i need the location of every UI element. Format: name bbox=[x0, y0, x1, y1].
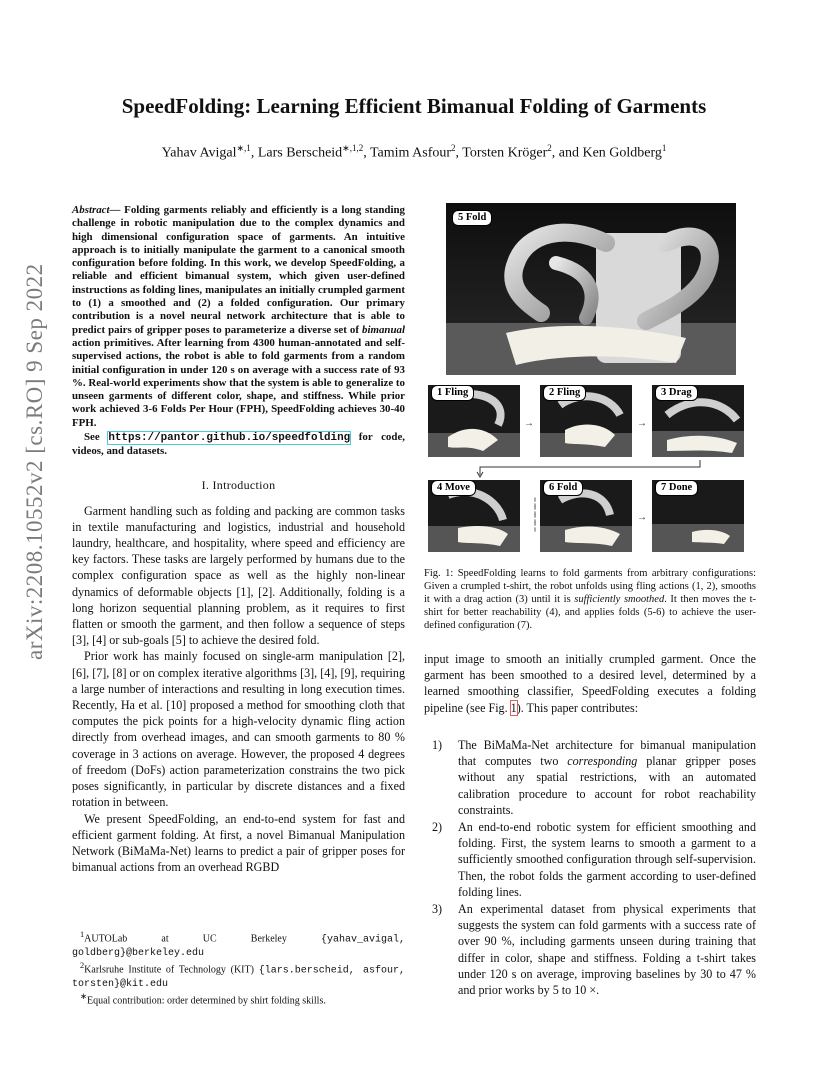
footnotes bbox=[72, 929, 405, 1008]
list-number: 1) bbox=[432, 738, 443, 752]
robot-folding-photo bbox=[446, 203, 736, 375]
list-number: 2) bbox=[432, 820, 443, 835]
author-name: Yahav Avigal bbox=[161, 145, 237, 161]
abstract-lead: Abstract bbox=[72, 204, 110, 216]
list-text: planar gripper poses without any spatial restrictions, with an automated calibration procedure to account for robot reachability constraints. bbox=[458, 754, 756, 817]
step-tag: 6 Fold bbox=[543, 480, 583, 496]
author-name: Lars Berscheid bbox=[257, 145, 343, 161]
author-name: Ken Goldberg bbox=[582, 145, 662, 161]
section-heading-introduction: I. Introduction bbox=[201, 477, 276, 492]
figure-thumb bbox=[652, 480, 744, 552]
abstract-italic: bimanual bbox=[362, 323, 405, 336]
paragraph: Garment handling such as folding and packing are common tasks in textile manufacturing and logistics, industrial and household laundry, healthcare, and hospitality, where speed and efficiency are key factors. These tasks are largely performed by humans due to the complex configuration space as well as the highly non-linear dynamics of deformable objects [1], [2]. Additionally, folding is a long horizon sequential planning problem, as it requires to first flatten or smooth the garment, and then follow a sequence of steps [3], [4] or sub-goals [5] to achieve the desired fold. bbox=[72, 503, 405, 648]
step-tag: 5 Fold bbox=[452, 210, 492, 226]
footnote-mark: 1 bbox=[80, 930, 85, 939]
paragraph-text: ). This paper contributes: bbox=[516, 700, 639, 715]
author-affiliation: 2 bbox=[451, 143, 456, 153]
author-affiliation: 2 bbox=[547, 143, 552, 153]
list-text: The BiMaMa-Net architecture for bimanual manipulation that computes two bbox=[458, 738, 756, 769]
figure-thumb bbox=[428, 480, 520, 552]
abstract-dash: — bbox=[109, 204, 125, 216]
footnote-text: Equal contribution: order determined by shirt folding skills. bbox=[86, 995, 326, 1007]
paragraph: We present SpeedFolding, an end-to-end system for fast and efficient garment folding. At first, a novel Bimanual Manipulation Network (BiMaMa-Net) learns to predict a pair of gripper poses for bimanual actions from an overhead RGBD bbox=[72, 811, 405, 875]
figure-caption bbox=[424, 567, 756, 632]
footnote-mark: 2 bbox=[80, 961, 85, 971]
paper-title: SpeedFolding: Learning Efficient Bimanual Folding of Garments bbox=[121, 94, 707, 118]
author-name: Tamim Asfour bbox=[369, 145, 452, 161]
arrow-icon: → bbox=[524, 418, 534, 429]
footnote-mark: ∗ bbox=[80, 992, 87, 1002]
list-item bbox=[432, 737, 756, 818]
caption-text: . It then moves the t-shirt for better reachability (4), and applies folds (5-6) to achieve the user-defined configuration (7). bbox=[424, 594, 757, 631]
author-name: Torsten Kröger bbox=[462, 145, 548, 161]
list-number: 3) bbox=[432, 902, 443, 917]
introduction-text bbox=[72, 503, 405, 876]
caption-text: Fig. 1: SpeedFolding learns to fold garments from arbitrary configurations: Given a crumpled t-shirt, the robot unfolds using fling actions (1, 2), smooths it with a drag action (3) until it is bbox=[424, 568, 756, 605]
figure-thumb bbox=[540, 480, 632, 552]
list-text: An end-to-end robotic system for efficient smoothing and folding. First, the system learns to smooth a garment to a sufficiently smoothed configuration through self-supervision. Then, the robot folds the garment according to user-defined folding lines. bbox=[458, 820, 756, 899]
footnote-email: {lars.berscheid, asfour, torsten}@kit.edu bbox=[72, 965, 405, 990]
arxiv-side-stamp: arXiv:2208.10552v2 [cs.RO] 9 Sep 2022 bbox=[22, 263, 47, 660]
abstract-text: Folding garments reliably and efficiently is a long standing challenge in robotic manipulation due to the complex dynamics and high dimensional configuration space of garments. An intuitive approach is to initially manipulate the garment to a canonical smooth configuration before folding. In this work, we develop SpeedFolding, a reliable and efficient bimanual system, which given user-defined instructions as folding lines, manipulates an initially crumpled garment to (1) a smoothed and (2) a folded configuration. Our primary contribution is a novel neural network architecture that is able to predict pairs of gripper poses to parameterize a diverse set of bbox=[72, 204, 405, 336]
row-connector-arrow bbox=[470, 458, 710, 478]
paragraph-text: input image to smooth an initially crumpled garment. Once the garment has been smoothed to a desired level, determined by a learned smoothing classifier, SpeedFolding executes a folding pipeline (see Fig. bbox=[424, 652, 756, 715]
list-text: An experimental dataset from physical experiments that suggests the system can fold garments with a success rate of over 90 %, including garments unseen during training that differ in color, shape and stiffness. Folding a t-shirt takes under 120 s on average, improving baselines by 30 to 47 % and prior works by 5 to 10 ×. bbox=[458, 902, 756, 998]
abstract-text: action primitives. After learning from 4300 human-annotated and self-supervised actions, the robot is able to fold garments from a random initial configuration in under 120 s on average with a success rate of 93 %. Real-world experiments show that the system is able to generalize to unseen garments of different color, shape, and stiffness. While prior work achieved 3-6 Folds Per Hour (FPH), SpeedFolding achieves 30-40 FPH. bbox=[72, 336, 405, 429]
left-column bbox=[72, 204, 405, 875]
figure-main-photo bbox=[446, 203, 736, 375]
footnote bbox=[72, 960, 405, 991]
arrow-icon: → bbox=[637, 512, 647, 523]
paragraph bbox=[424, 651, 756, 716]
footnote bbox=[72, 929, 405, 960]
paragraph: Prior work has mainly focused on single-arm manipulation [2], [6], [7], [8] or on complex iterative algorithms [3], [4], [9], requiring a large number of interactions and resulting in long execution times. Recently, Ha et al. [10] proposed a method for smoothing cloth that computes the pick points for a high-velocity dynamic fling action directly from overhead images, and can smooth garments to 80 % coverage in 3 actions on average. However, the proposed 4 degrees of freedom (DoFs) action parameterization constrains the two pick poses significantly, in particular by discrete distances and a fixed rotation in between. bbox=[72, 649, 405, 810]
abstract bbox=[72, 204, 405, 459]
figure-thumb bbox=[540, 385, 632, 457]
step-tag: 7 Done bbox=[655, 480, 698, 496]
arrow-icon: ╎ ╎ ╎ ╎ bbox=[532, 498, 539, 533]
figure-reference-link[interactable]: 1 bbox=[510, 700, 517, 715]
caption-italic: sufficiently smoothed bbox=[574, 594, 665, 605]
footnote-email: {yahav_avigal, goldberg}@berkeley.edu bbox=[72, 934, 405, 959]
abstract-link-line bbox=[72, 431, 405, 459]
list-item bbox=[432, 901, 756, 998]
author-affiliation: ∗,1,2 bbox=[342, 143, 364, 153]
author-list: Yahav Avigal$^{∗,1}$, Lars Berscheid$^{∗,1,2}$, Tamim Asfour$^2$, Torsten Kröger$^2$, and Ken Goldberg$^1$ bbox=[161, 143, 667, 161]
step-tag: 1 Fling bbox=[431, 385, 474, 401]
footnote-text: Karlsruhe Institute of Technology (KIT) bbox=[84, 964, 259, 976]
step-tag: 2 Fling bbox=[543, 385, 586, 401]
author-affiliation: 1 bbox=[661, 143, 667, 153]
contribution-list bbox=[432, 737, 756, 998]
author-affiliation: ∗,1 bbox=[236, 143, 251, 153]
figure-thumb bbox=[428, 385, 520, 457]
arrow-icon: → bbox=[637, 418, 647, 429]
step-tag: 3 Drag bbox=[655, 385, 698, 401]
right-column-text bbox=[424, 651, 756, 716]
footnote-text: AUTOLab at UC Berkeley bbox=[84, 933, 321, 945]
footnote bbox=[72, 991, 405, 1008]
project-url-link[interactable]: https://pantor.github.io/speedfolding bbox=[108, 432, 351, 445]
step-tag: 4 Move bbox=[431, 480, 476, 496]
list-item bbox=[432, 819, 756, 900]
abstract-see-suffix: for code, videos, and datasets. bbox=[72, 431, 405, 458]
abstract-see-prefix: See bbox=[84, 431, 109, 444]
figure-thumb bbox=[652, 385, 744, 457]
list-italic: corresponding bbox=[567, 754, 638, 769]
